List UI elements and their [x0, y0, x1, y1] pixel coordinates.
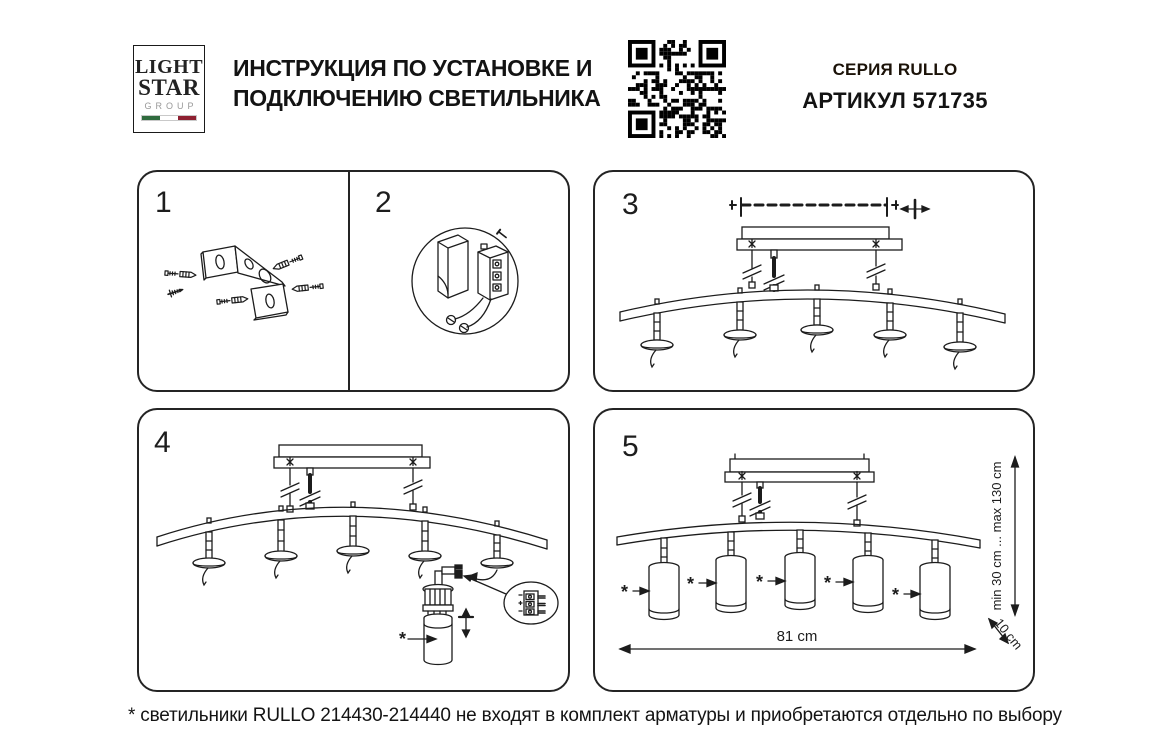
flag-green [142, 116, 160, 120]
qr-code-icon [628, 40, 726, 138]
panel-number-4: 4 [154, 426, 171, 459]
asterisk-marker: * [892, 585, 900, 605]
screw-icon [167, 286, 184, 297]
panel1-illustration-bracket [139, 172, 350, 390]
article-label: АРТИКУЛ 571735 [802, 88, 988, 113]
page-title-line2: ПОДКЛЮЧЕНИЮ СВЕТИЛЬНИКА [233, 85, 601, 111]
panel-5 [593, 408, 1035, 692]
panel3-illustration-suspension [595, 172, 1033, 390]
asterisk-marker: * [824, 573, 832, 593]
panel2-illustration-wiring [350, 172, 572, 390]
asterisk-marker: * [399, 629, 407, 649]
panel4-illustration-shade-mounting [139, 410, 568, 690]
dim-depth-label: 10 cm [991, 615, 1026, 653]
screw-adjust-icon [459, 609, 473, 637]
panel-number-2: 2 [375, 186, 392, 219]
asterisk-marker: * [756, 572, 764, 592]
asterisk-marker: * [687, 574, 695, 594]
panel-number-5: 5 [622, 430, 639, 463]
logo-text-star: STAR [138, 74, 200, 100]
flag-white [160, 116, 178, 120]
footnote: * светильники RULLO 214430-214440 не входят в комплект арматуры и приобретаются отдельно по выбору [128, 705, 1062, 726]
logo-text-light: LIGHT [134, 55, 204, 78]
panel-number-1: 1 [155, 186, 172, 219]
screw-adjust-icon [901, 200, 929, 218]
panel-3 [593, 170, 1035, 392]
product-info [790, 60, 1000, 114]
dim-height-label: min 30 cm ... max 130 cm [989, 461, 1004, 611]
page-title-line1: ИНСТРУКЦИЯ ПО УСТАНОВКЕ И [233, 55, 593, 81]
panel-4 [137, 408, 570, 692]
italian-flag-icon [141, 115, 197, 121]
logo-text-group: GROUP [144, 100, 198, 111]
dim-width-label: 81 cm [776, 628, 818, 645]
page-title [233, 53, 601, 113]
panel-number-3: 3 [622, 188, 639, 221]
series-label: СЕРИЯ RULLO [832, 60, 958, 79]
panel5-illustration-assembled-dimensions [595, 410, 1033, 690]
asterisk-marker: * [621, 582, 629, 602]
lightstar-logo [133, 45, 205, 133]
panel-1-2 [137, 170, 570, 392]
flag-red [178, 116, 196, 120]
